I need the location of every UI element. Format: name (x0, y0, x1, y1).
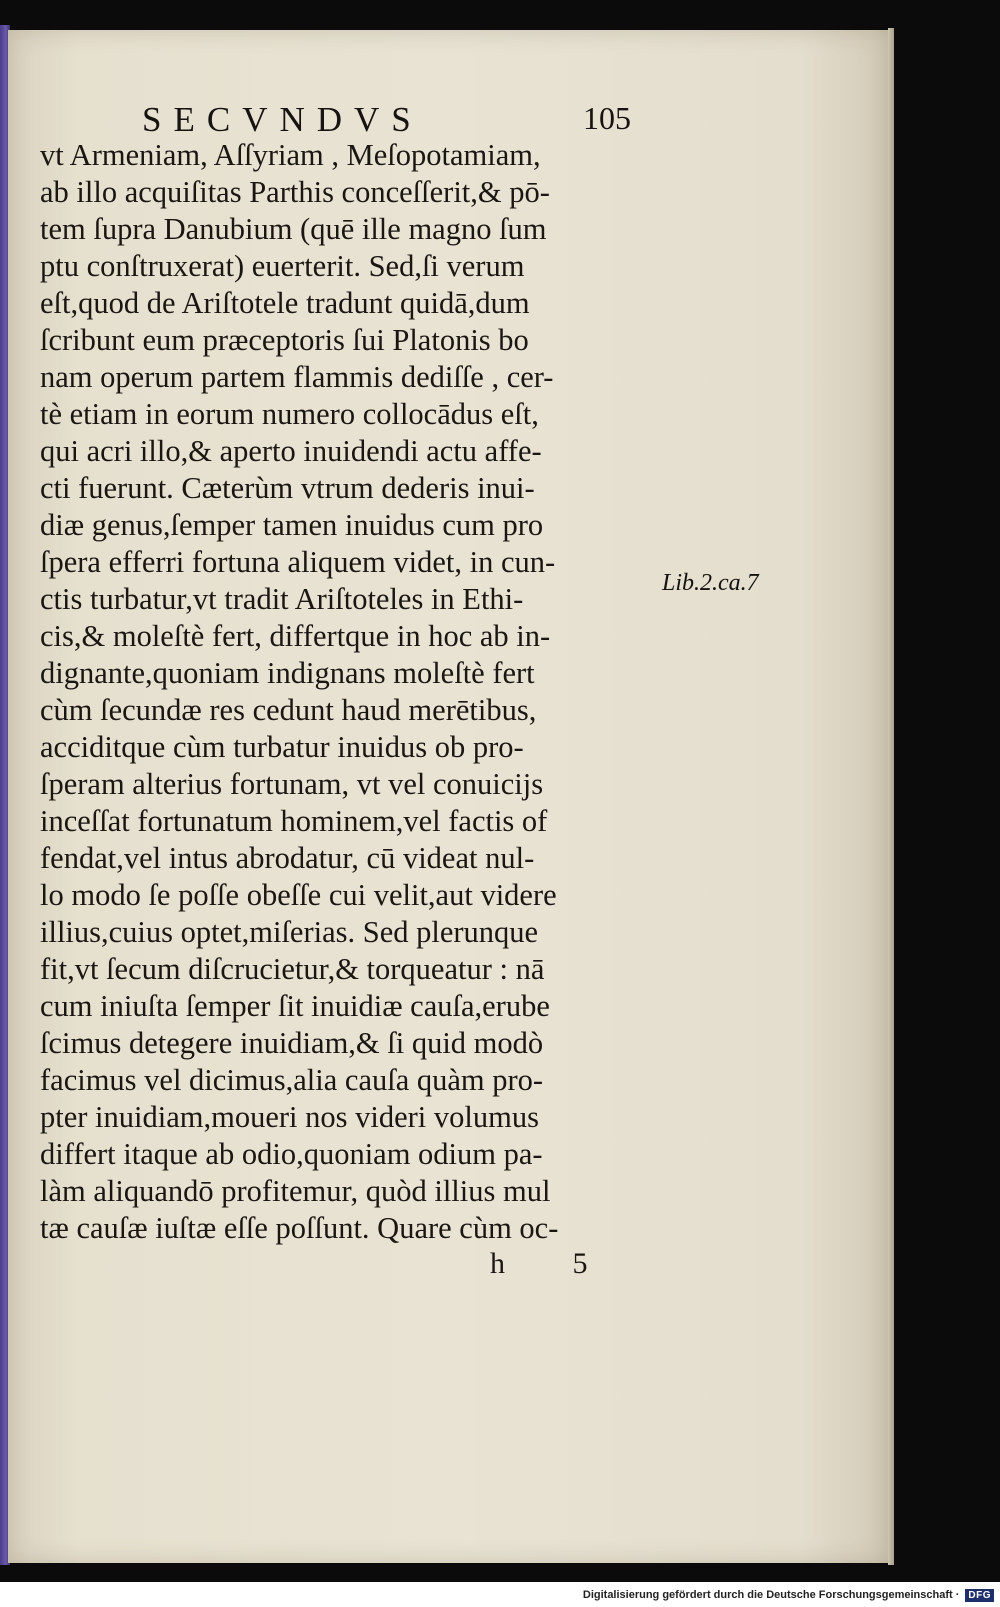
text-line: ptu conſtruxerat) euerterit. Sed,ſi verum (40, 249, 525, 283)
running-title: SECVNDVS (142, 100, 423, 139)
text-line: nam operum partem flammis dediſſe , cer- (40, 360, 554, 394)
page-number: 105 (583, 100, 631, 136)
text-line: differt itaque ab odio,quoniam odium pa- (40, 1137, 543, 1171)
text-line: ab illo acquiſitas Parthis conceſſerit,& pō- (40, 175, 550, 209)
text-line: dignante,quoniam indignans moleſtè fert (40, 656, 535, 690)
signature-mark: h 5 (490, 1247, 618, 1280)
marginal-note: Lib.2.ca.7 (662, 570, 759, 596)
text-line: ctis turbatur,vt tradit Ariſtoteles in Ethi- (40, 582, 524, 616)
text-line: cis,& moleſtè fert, differtque in hoc ab in- (40, 619, 551, 653)
text-line: ſperam alterius fortunam, vt vel conuicijs (40, 767, 544, 801)
body-text (40, 137, 660, 1247)
text-line: fit,vt ſecum diſcrucietur,& torqueatur : nā (40, 952, 545, 986)
text-line: qui acri illo,& aperto inuidendi actu affe- (40, 434, 542, 468)
text-line: cum iniuſta ſemper ſit inuidiæ cauſa,erube (40, 989, 550, 1023)
text-line: inceſſat fortunatum hominem,vel factis of (40, 804, 548, 838)
text-line: acciditque cùm turbatur inuidus ob pro- (40, 730, 524, 764)
text-line: diæ genus,ſemper tamen inuidus cum pro (40, 508, 544, 542)
footer-credit (583, 1585, 994, 1605)
text-line: tem ſupra Danubium (quē ille magno ſum (40, 212, 547, 246)
text-line: eſt,quod de Ariſtotele tradunt quidā,dum (40, 286, 530, 320)
text-line: ſcimus detegere inuidiam,& ſi quid modò (40, 1026, 544, 1060)
text-line: facimus vel dicimus,alia cauſa quàm pro- (40, 1063, 544, 1097)
page-edge (888, 28, 894, 1565)
text-line: tæ cauſæ iuſtæ eſſe poſſunt. Quare cùm oc- (40, 1211, 559, 1245)
text-line: vt Armeniam, Aſſyriam , Meſopotamiam, (40, 138, 541, 172)
text-line: cùm ſecundæ res cedunt haud merētibus, (40, 693, 537, 727)
text-line: ſcribunt eum præceptoris ſui Platonis bo (40, 323, 529, 357)
text-line: lo modo ſe poſſe obeſſe cui velit,aut videre (40, 878, 557, 912)
text-line: fendat,vel intus abrodatur, cū videat nul- (40, 841, 535, 875)
dfg-logo-icon: DFG (965, 1589, 994, 1602)
text-line: tè etiam in eorum numero collocādus eſt, (40, 397, 539, 431)
text-line: cti fuerunt. Cæterùm vtrum dederis inui- (40, 471, 535, 505)
footer-credit-text: Digitalisierung gefördert durch die Deutsche Forschungsgemeinschaft · (582, 1589, 960, 1601)
text-line: illius,cuius optet,miſerias. Sed plerunque (40, 915, 539, 949)
text-line: pter inuidiam,moueri nos videri volumus (40, 1100, 539, 1134)
text-line: làm aliquandō profitemur, quòd illius mul (40, 1174, 551, 1208)
text-line: ſpera efferri fortuna aliquem videt, in cun- (40, 545, 556, 579)
